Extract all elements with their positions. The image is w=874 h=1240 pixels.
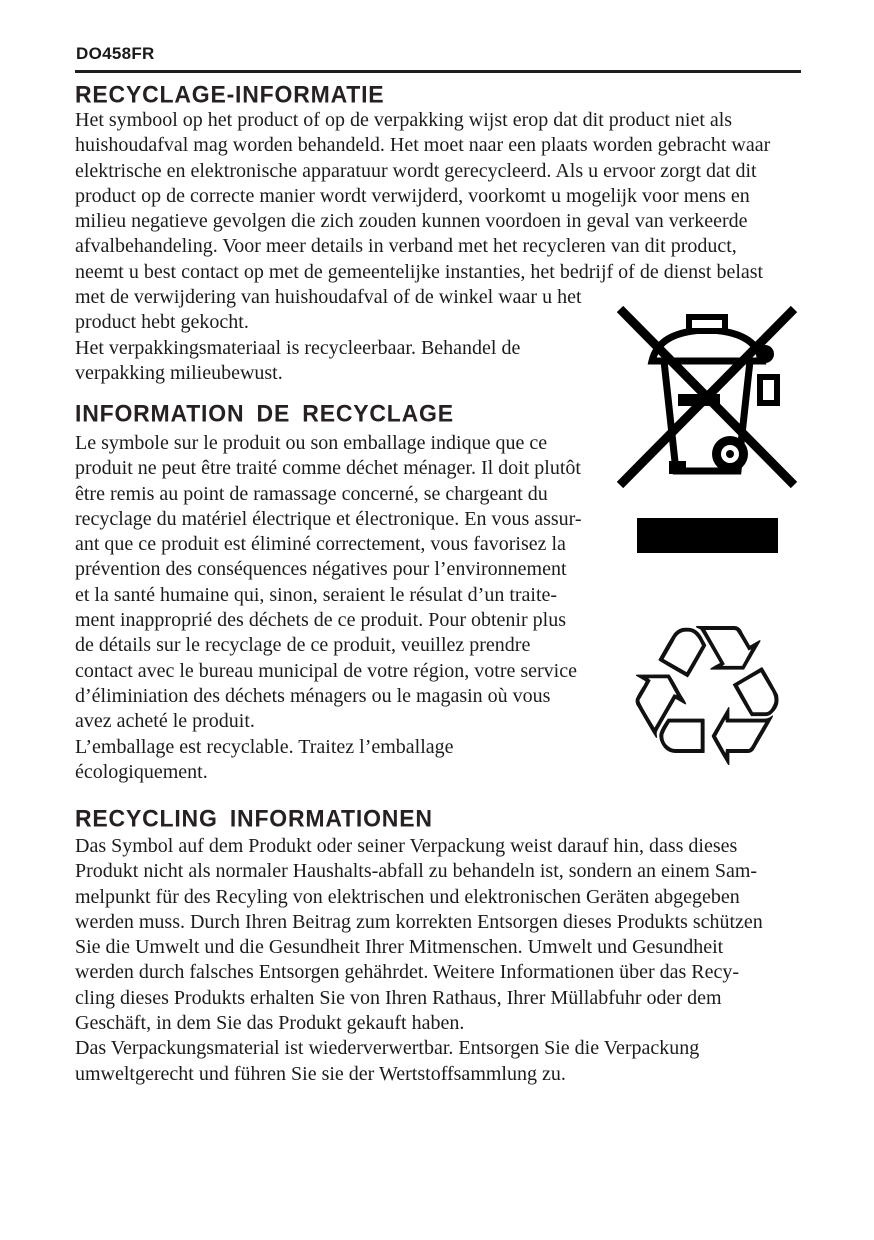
- text-line: melpunkt für des Recyling von elektrischen und elektronischen Geräten abgegeben: [75, 885, 740, 908]
- text-line: milieu negatieve gevolgen die zich zouden kunnen voordoen in geval van verkeerde: [75, 210, 748, 233]
- text-line: produit ne peut être traité comme déchet ménager. Il doit plutôt: [75, 457, 581, 480]
- text-line: Le symbole sur le produit ou son emballage indique que ce: [75, 432, 548, 454]
- text-line: neemt u best contact op met de gemeentelijke instanties, het bedrijf of de dienst belast: [75, 260, 764, 283]
- document-code: DO458FR: [76, 44, 155, 63]
- recycling-symbol-icon: ♲: [619, 584, 795, 812]
- weee-black-bar: [637, 518, 778, 553]
- text-line: Das Symbol auf dem Produkt oder seiner Verpackung weist darauf hin, dass dieses: [75, 835, 738, 857]
- text-line: werden muss. Durch Ihren Beitrag zum korrekten Entsorgen dieses Produkts schützen: [75, 910, 763, 933]
- text-line: verpakking milieubewust.: [75, 361, 283, 384]
- text-line: contact avec le bureau municipal de votre région, votre service: [75, 659, 577, 682]
- paragraph-french: [75, 431, 582, 785]
- text-line: Het symbool op het product of op de verpakking wijst erop dat dit product niet als: [75, 109, 733, 131]
- text-line: prévention des conséquences négatives pour l’environnement: [75, 558, 567, 581]
- text-line: L’emballage est recyclable. Traitez l’emballage: [75, 735, 454, 758]
- text-line: Het verpakkingsmateriaal is recycleerbaar. Behandel de: [75, 336, 521, 359]
- text-line: d’éliminiation des déchets ménagers ou le magasin où vous: [75, 684, 551, 707]
- text-line: product hebt gekocht.: [75, 311, 249, 334]
- paragraph-german: [75, 834, 763, 1087]
- text-line: ment inapproprié des déchets de ce produit. Pour obtenir plus: [75, 609, 566, 632]
- text-line: Geschäft, in dem Sie das Produkt gekauft haben.: [75, 1012, 465, 1035]
- section-heading-french: INFORMATION DE RECYCLAGE: [75, 400, 454, 427]
- text-line: avez acheté le produit.: [75, 710, 255, 733]
- text-line: umweltgerecht und führen Sie sie der Wertstoffsammlung zu.: [75, 1062, 566, 1085]
- text-line: elektrische en elektronische apparatuur wordt gerecycleerd. Als u ervoor zorgt dat dit: [75, 159, 757, 182]
- text-line: écologiquement.: [75, 760, 208, 783]
- text-line: être remis au point de ramassage concerné, se chargeant du: [75, 482, 548, 505]
- text-line: recyclage du matériel électrique et électronique. En vous assur-: [75, 507, 582, 530]
- text-line: product op de correcte manier wordt verwijderd, voorkomt u mogelijk voor mens en: [75, 184, 750, 207]
- text-line: met de verwijdering van huishoudafval of de winkel waar u het: [75, 286, 582, 309]
- text-line: afvalbehandeling. Voor meer details in verband met het recycleren van dit product,: [75, 235, 737, 258]
- section-heading-german: RECYCLING INFORMATIONEN: [75, 805, 433, 832]
- text-line: Produkt nicht als normaler Haushalts-abfall zu behandeln ist, sondern an einem Sam-: [75, 860, 758, 883]
- text-line: cling dieses Produkts erhalten Sie von Ihren Rathaus, Ihrer Müllabfuhr oder dem: [75, 986, 722, 1009]
- text-line: de détails sur le recyclage de ce produit, veuillez prendre: [75, 634, 531, 657]
- header-divider: [75, 70, 801, 73]
- text-line: huishoudafval mag worden behandeld. Het moet naar een plaats worden gebracht waar: [75, 134, 771, 157]
- text-line: werden durch falsches Entsorgen gehährdet. Weitere Informationen über das Recy-: [75, 961, 740, 984]
- text-line: Sie die Umwelt und die Gesundheit Ihrer Mitmenschen. Umwelt und Gesundheit: [75, 936, 724, 959]
- text-line: Das Verpackungsmaterial ist wiederverwertbar. Entsorgen Sie die Verpackung: [75, 1037, 700, 1060]
- weee-crossed-bin-icon: [612, 297, 802, 493]
- text-line: ant que ce produit est éliminé correctement, vous favorisez la: [75, 533, 566, 556]
- section-heading-dutch: RECYCLAGE-INFORMATIE: [75, 81, 385, 108]
- text-line: et la santé humaine qui, sinon, seraient le résulat d’un traite-: [75, 583, 558, 606]
